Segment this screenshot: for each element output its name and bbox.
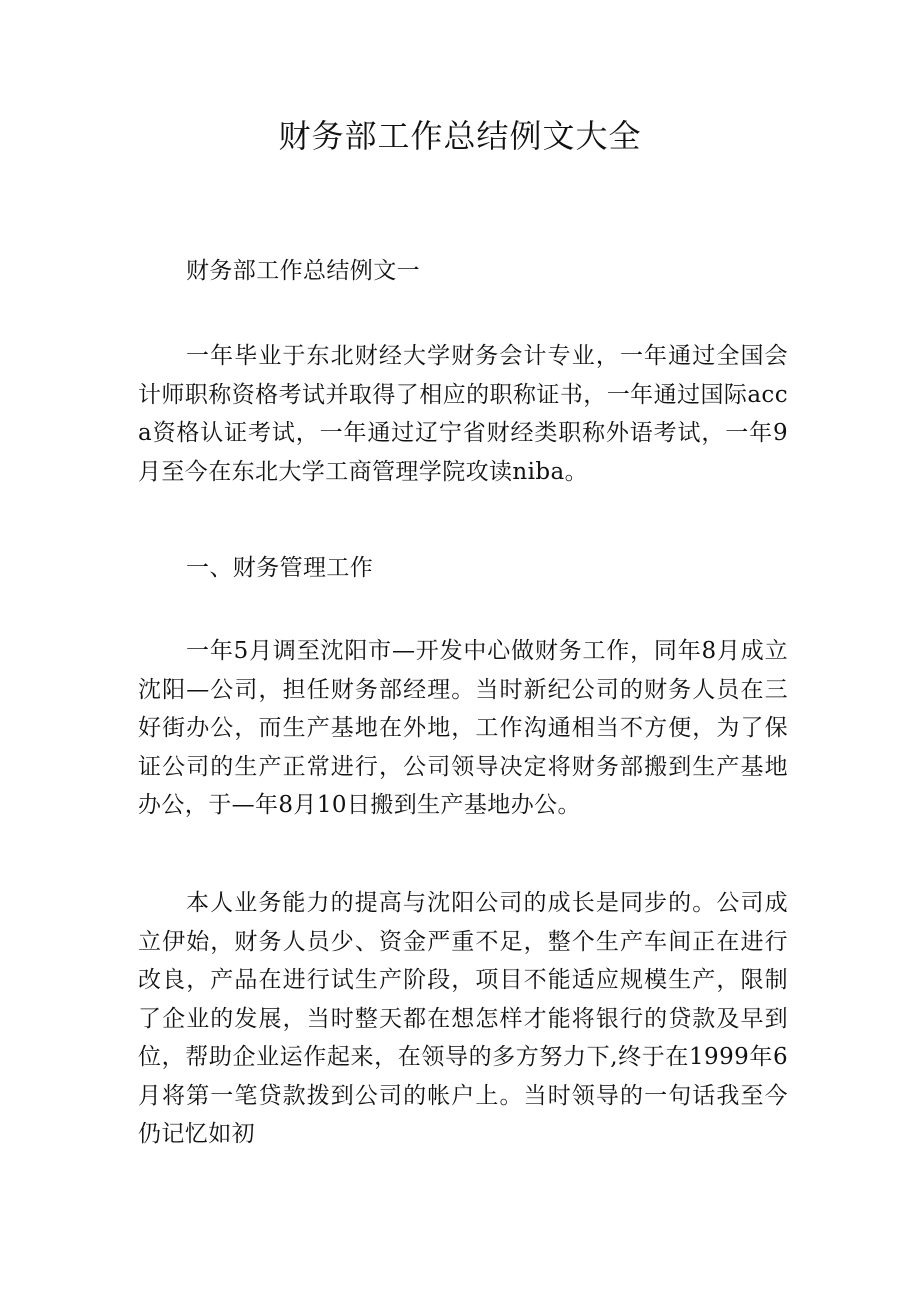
section-heading: 财务部工作总结例文一 xyxy=(186,258,420,284)
paragraph-work-history: 一年5月调至沈阳市—开发中心做财务工作，同年8月成立沈阳—公司，担任财务部经理。当时新纪公司的财务人员在三好街办公，而生产基地在外地，工作沟通相当不方便，为了保证公司的生产正常进行，公司领导决定将财务部搬到生产基地办公，于—年8月10日搬到生产基地办公。 xyxy=(138,638,788,818)
subheading-financial-management: 一、财务管理工作 xyxy=(186,555,374,581)
paragraph-growth: 本人业务能力的提高与沈阳公司的成长是同步的。公司成立伊始，财务人员少、资金严重不足，整个生产车间正在进行改良，产品在进行试生产阶段，项目不能适应规模生产，限制了企业的发展，当时整天都在想怎样才能将银行的贷款及早到位，帮助企业运作起来，在领导的多方努力下,终于在1999年6月将第一笔贷款拨到公司的帐户上。当时领导的一句话我至今仍记忆如初 xyxy=(138,890,788,1147)
document-title: 财务部工作总结例文大全 xyxy=(278,117,642,155)
paragraph-education: 一年毕业于东北财经大学财务会计专业，一年通过全国会计师职称资格考试并取得了相应的职称证书，一年通过国际acca资格认证考试，一年通过辽宁省财经类职称外语考试，一年9月至今在东北大学工商管理学院攻读niba。 xyxy=(138,343,788,485)
